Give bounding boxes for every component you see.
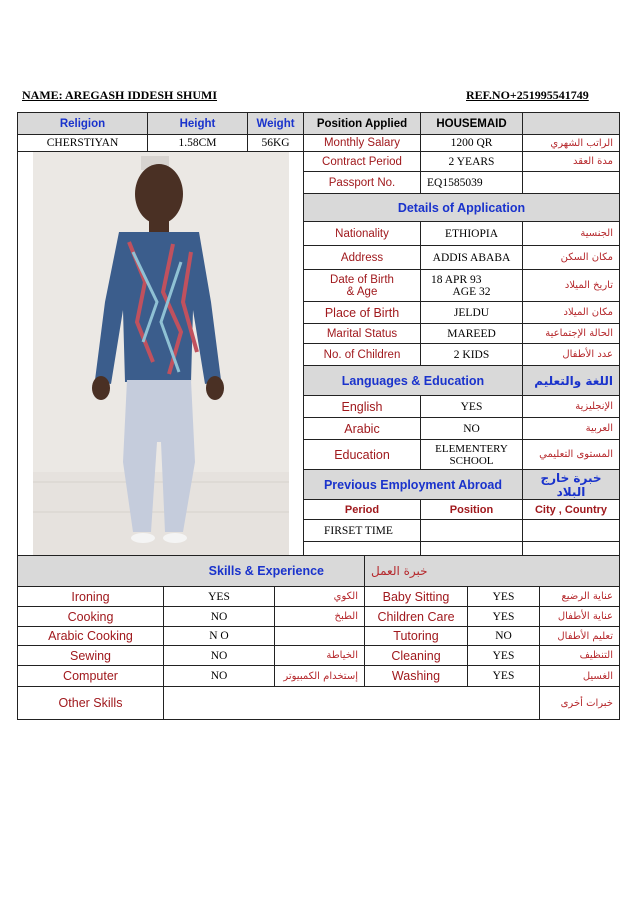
photo-cell xyxy=(18,152,304,557)
employment-first-position xyxy=(421,520,523,542)
contract-label: Contract Period xyxy=(304,152,421,172)
skill-ironing-arabic: الكوي xyxy=(275,587,365,607)
skill-children-care-arabic: عناية الأطفال xyxy=(540,607,620,627)
reference-number: REF.NO+251995541749 xyxy=(466,88,589,102)
other-skills-arabic: خبرات أخرى xyxy=(540,687,620,720)
dob-date: 18 APR 93 xyxy=(431,273,482,286)
city-country-header: City , Country xyxy=(523,500,620,520)
children-arabic: عدد الأطفال xyxy=(523,344,620,366)
skill-children-care-value: YES xyxy=(468,607,540,627)
skill-cleaning-value: YES xyxy=(468,646,540,666)
skill-cooking-arabic: الطبخ xyxy=(275,607,365,627)
dob-arabic: تاريخ الميلاد xyxy=(523,270,620,302)
religion-header: Religion xyxy=(18,113,148,135)
english-arabic: الإنجليزية xyxy=(523,396,620,418)
marital-status-arabic: الحالة الإجتماعية xyxy=(523,324,620,344)
arabic-value: NO xyxy=(421,418,523,440)
skill-baby-sitting-arabic: عناية الرضيع xyxy=(540,587,620,607)
height-value: 1.58CM xyxy=(148,135,248,152)
contract-value: 2 YEARS xyxy=(421,152,523,172)
skill-arabic-cooking-arabic xyxy=(275,627,365,646)
skill-cleaning-arabic: التنظيف xyxy=(540,646,620,666)
address-arabic: مكان السكن xyxy=(523,246,620,270)
education-value xyxy=(421,440,523,470)
position-blank-cell xyxy=(523,113,620,135)
candidate-photo xyxy=(33,152,289,556)
dob-label-line1: Date of Birth xyxy=(330,273,394,286)
english-label: English xyxy=(304,396,421,418)
previous-employment-arabic: خبرة خارج البلاد xyxy=(523,470,620,500)
skill-tutoring-label: Tutoring xyxy=(365,627,468,646)
address-value: ADDIS ABABA xyxy=(421,246,523,270)
skill-washing-arabic: الغسيل xyxy=(540,666,620,687)
salary-value: 1200 QR xyxy=(421,135,523,152)
dob-value xyxy=(421,270,523,302)
salary-arabic: الراتب الشهري xyxy=(523,135,620,152)
languages-education-title: Languages & Education xyxy=(304,366,523,396)
details-of-application-title: Details of Application xyxy=(304,194,620,222)
skill-cooking-value: NO xyxy=(164,607,275,627)
other-skills-value xyxy=(164,687,540,720)
skill-computer-label: Computer xyxy=(18,666,164,687)
skill-children-care-label: Children Care xyxy=(365,607,468,627)
dob-label-line2: & Age xyxy=(346,285,378,298)
place-of-birth-value: JELDU xyxy=(421,302,523,324)
skill-tutoring-value: NO xyxy=(468,627,540,646)
education-arabic: المستوى التعليمي xyxy=(523,440,620,470)
languages-education-arabic: اللغة والتعليم xyxy=(523,366,620,396)
skill-sewing-label: Sewing xyxy=(18,646,164,666)
arabic-arabic: العربية xyxy=(523,418,620,440)
skill-baby-sitting-value: YES xyxy=(468,587,540,607)
skills-experience-arabic-text: خبرة العمل xyxy=(371,564,428,578)
religion-value: CHERSTIYAN xyxy=(18,135,148,152)
nationality-value: ETHIOPIA xyxy=(421,222,523,246)
skill-computer-value: NO xyxy=(164,666,275,687)
dob-label xyxy=(304,270,421,302)
passport-blank xyxy=(523,172,620,194)
skill-computer-arabic: إستخدام الكمبيوتر xyxy=(275,666,365,687)
skills-table xyxy=(17,555,620,720)
nationality-label: Nationality xyxy=(304,222,421,246)
period-header: Period xyxy=(304,500,421,520)
skills-experience-arabic xyxy=(365,556,620,587)
employment-first-row: FIRSET TIME xyxy=(304,520,421,542)
arabic-label: Arabic xyxy=(304,418,421,440)
skill-tutoring-arabic: تعليم الأطفال xyxy=(540,627,620,646)
place-of-birth-arabic: مكان الميلاد xyxy=(523,302,620,324)
skill-washing-label: Washing xyxy=(365,666,468,687)
skill-arabic-cooking-label: Arabic Cooking xyxy=(18,627,164,646)
marital-status-value: MAREED xyxy=(421,324,523,344)
weight-value: 56KG xyxy=(248,135,304,152)
nationality-arabic: الجنسية xyxy=(523,222,620,246)
previous-employment-title: Previous Employment Abroad xyxy=(304,470,523,500)
skill-ironing-label: Ironing xyxy=(18,587,164,607)
education-value-line2: SCHOOL xyxy=(449,454,494,467)
skills-experience-title: Skills & Experience xyxy=(18,556,365,587)
education-value-line1: ELEMENTERY xyxy=(435,442,508,455)
skill-arabic-cooking-value: N O xyxy=(164,627,275,646)
passport-value: EQ1585039 xyxy=(421,172,523,194)
salary-label: Monthly Salary xyxy=(304,135,421,152)
employment-first-city xyxy=(523,520,620,542)
position-applied-header: Position Applied xyxy=(304,113,421,135)
education-label: Education xyxy=(304,440,421,470)
position-applied-value: HOUSEMAID xyxy=(421,113,523,135)
english-value: YES xyxy=(421,396,523,418)
children-label: No. of Children xyxy=(304,344,421,366)
main-info-table xyxy=(17,112,620,557)
contract-arabic: مدة العقد xyxy=(523,152,620,172)
address-label: Address xyxy=(304,246,421,270)
passport-label: Passport No. xyxy=(304,172,421,194)
dob-age: AGE 32 xyxy=(452,285,491,298)
height-header: Height xyxy=(148,113,248,135)
skill-cooking-label: Cooking xyxy=(18,607,164,627)
skill-sewing-value: NO xyxy=(164,646,275,666)
skill-ironing-value: YES xyxy=(164,587,275,607)
children-value: 2 KIDS xyxy=(421,344,523,366)
other-skills-label: Other Skills xyxy=(18,687,164,720)
skill-sewing-arabic: الخياطة xyxy=(275,646,365,666)
marital-status-label: Marital Status xyxy=(304,324,421,344)
place-of-birth-label: Place of Birth xyxy=(304,302,421,324)
candidate-name: NAME: AREGASH IDDESH SHUMI xyxy=(22,88,218,102)
skill-cleaning-label: Cleaning xyxy=(365,646,468,666)
employment-position-header: Position xyxy=(421,500,523,520)
weight-header: Weight xyxy=(248,113,304,135)
skill-baby-sitting-label: Baby Sitting xyxy=(365,587,468,607)
skill-washing-value: YES xyxy=(468,666,540,687)
